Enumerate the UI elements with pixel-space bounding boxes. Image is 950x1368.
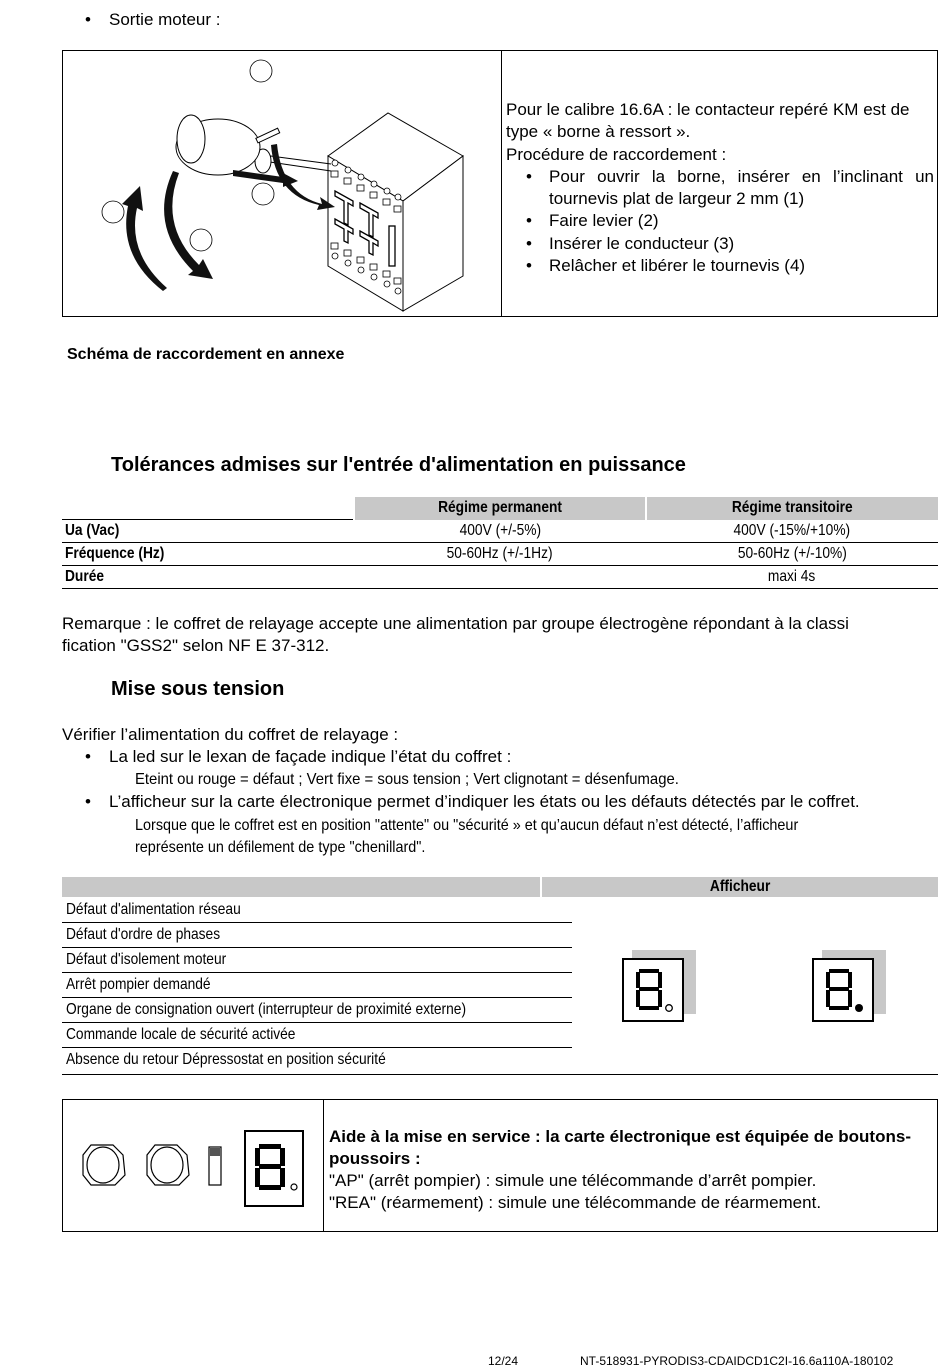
led-states-text: Eteint ou rouge = défaut ; Vert fixe = sous tension ; Vert clignotant = désenfumage. <box>135 771 679 788</box>
bullet-text: L’afficheur sur la carte électronique permet d’indiquer les états ou les défauts détectés par le coffret. <box>109 792 860 811</box>
cell-text: 50-60Hz (+/-1Hz) <box>447 545 553 562</box>
fault-text: Défaut d'ordre de phases <box>66 926 221 943</box>
cell-transitoire <box>646 566 938 589</box>
cell-permanent <box>354 566 646 589</box>
cell-permanent <box>354 520 646 543</box>
table-row <box>62 520 938 543</box>
display-header-text: Afficheur <box>709 878 771 895</box>
procedure-step: • Relâcher et libérer le tournevis (4) <box>524 255 934 277</box>
fault-row <box>62 923 572 948</box>
cell-permanent <box>354 543 646 566</box>
fault-row <box>62 1023 572 1048</box>
bullet-sortie-moteur <box>85 9 221 31</box>
tolerances-title: Tolérances admises sur l'entrée d'alimentation en puissance <box>111 454 686 476</box>
bullet-icon: • <box>85 10 91 29</box>
row-label <box>62 543 354 566</box>
row-label-text: Fréquence (Hz) <box>65 545 165 562</box>
display-description-line: Lorsque que le coffret est en position "attente" ou "sécurité » et qu’aucun défaut n’est détecté, l’afficheur <box>135 817 799 834</box>
led-icon <box>209 1147 221 1185</box>
procedure-heading: Procédure de raccordement : <box>506 144 727 164</box>
calibre-description: Pour le calibre 16.6A : le contacteur repéré KM est de type « borne à ressort ». <box>506 100 910 142</box>
procedure-step: • Pour ouvrir la borne, insérer en l’inclinant un tournevis plat de largeur 2 mm (1) <box>524 166 934 211</box>
push-button-icon <box>147 1145 189 1185</box>
procedure-step: • Faire levier (2) <box>524 210 934 232</box>
remark-line: Remarque : le coffret de relayage accepte une alimentation par groupe électrogène répondant à la classi <box>62 614 849 633</box>
row-label <box>62 566 354 589</box>
fault-text: Défaut d'alimentation réseau <box>66 901 241 918</box>
cell-text: 50-60Hz (+/-10%) <box>737 545 847 562</box>
fault-row <box>62 973 572 998</box>
help-ap-line: "AP" (arrêt pompier) : simule une télécommande d’arrêt pompier. <box>329 1171 817 1190</box>
fault-text: Commande locale de sécurité activée <box>66 1026 296 1043</box>
cell-text: 400V (-15%/+10%) <box>733 521 851 539</box>
table-row <box>62 543 938 566</box>
bullet-text: Sortie moteur : <box>109 10 221 29</box>
power-on-title: Mise sous tension <box>111 678 285 700</box>
power-on-intro: Vérifier l’alimentation du coffret de relayage : <box>62 725 399 744</box>
bullet-icon: • <box>85 747 91 766</box>
cell-text: maxi 4s <box>768 568 816 585</box>
header-transitoire: Régime transitoire <box>732 499 853 517</box>
tolerances-table <box>62 497 938 589</box>
row-label <box>62 520 354 543</box>
screwdriver-spring-terminal-illustration <box>63 51 501 316</box>
seven-segment-display-filled-dot-icon <box>812 958 874 1022</box>
power-on-bullet <box>85 746 511 768</box>
remark <box>62 613 942 657</box>
fault-row <box>62 948 572 973</box>
table-row <box>62 566 938 589</box>
fault-row <box>62 898 572 923</box>
document-reference: NT-518931-PYRODIS3-CDAIDCD1C2I-16.6a110A-180102 <box>580 1354 894 1368</box>
header-permanent: Régime permanent <box>438 499 562 517</box>
display-description-line: représente un défilement de type "chenillard". <box>135 839 426 856</box>
fault-text: Organe de consignation ouvert (interrupteur de proximité externe) <box>66 1001 467 1018</box>
seven-segment-display-hollow-dot-icon <box>622 958 684 1022</box>
help-title: Aide à la mise en service : la carte électronique est équipée de boutons-poussoirs : <box>329 1127 911 1168</box>
table-header <box>646 497 938 520</box>
board-buttons-illustration <box>63 1100 324 1231</box>
led-states <box>135 770 720 790</box>
table-header-blank <box>62 497 354 520</box>
fault-text: Arrêt pompier demandé <box>66 976 211 993</box>
power-on-bullet <box>85 791 860 813</box>
page-number: 12/24 <box>488 1354 519 1368</box>
fault-row <box>62 998 572 1023</box>
procedure-steps <box>506 166 934 277</box>
fault-text: Défaut d'isolement moteur <box>66 951 227 968</box>
commissioning-help-box <box>62 1099 938 1232</box>
annex-note <box>67 346 344 364</box>
procedure-text <box>506 99 934 277</box>
figure-cell <box>63 51 502 316</box>
cell-text: 400V (+/-5%) <box>459 521 541 539</box>
display-table-header <box>542 877 938 897</box>
display-table-header-blank <box>62 877 540 897</box>
procedure-step: • Insérer le conducteur (3) <box>524 233 934 255</box>
display-table-bottom-rule <box>572 1074 938 1075</box>
bullet-icon: • <box>85 792 91 811</box>
fault-text: Absence du retour Dépressostat en position sécurité <box>66 1051 386 1068</box>
commissioning-help-text <box>329 1126 929 1214</box>
fault-row <box>62 1048 572 1075</box>
annex-note-text: Schéma de raccordement en annexe <box>67 346 345 363</box>
seven-segment-display-icon <box>245 1131 303 1206</box>
table-header <box>354 497 646 520</box>
row-label-text: Ua (Vac) <box>65 522 120 539</box>
cell-transitoire <box>646 543 938 566</box>
bullet-text: La led sur le lexan de façade indique l’état du coffret : <box>109 747 512 766</box>
remark-line: fication "GSS2" selon NF E 37-312. <box>62 636 330 655</box>
table-header-row <box>62 497 938 520</box>
display-description <box>135 815 872 859</box>
row-label-text: Durée <box>65 568 105 585</box>
cell-transitoire <box>646 520 938 543</box>
connection-procedure-box <box>62 50 938 317</box>
help-rea-line: "REA" (réarmement) : simule une télécommande de réarmement. <box>329 1193 822 1212</box>
push-button-icon <box>83 1145 125 1185</box>
